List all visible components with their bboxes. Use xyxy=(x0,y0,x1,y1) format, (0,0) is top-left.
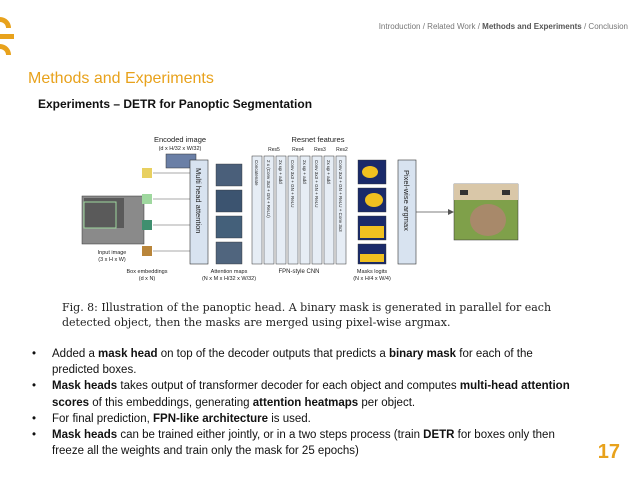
attention-maps-dims: (N x M x H/32 x W/32) xyxy=(201,276,257,282)
input-image-label: Input image xyxy=(97,250,127,256)
box-embeddings-label: Box embeddings xyxy=(126,269,168,275)
bullet-text: Added a xyxy=(52,348,99,360)
input-image-dims: (3 x H x W) xyxy=(98,257,126,263)
breadcrumb-conclusion[interactable]: Conclusion xyxy=(588,22,628,31)
bullet-text: takes output of transformer decoder for each object and computes xyxy=(117,380,460,393)
figure-caption: Fig. 8: Illustration of the panoptic head. A binary mask is generated in parallel for each detected object, then the masks are merged using pixel-wise argmax. xyxy=(62,301,552,329)
bullet-bold-text: Mask heads xyxy=(52,380,118,393)
attention-maps xyxy=(216,164,242,264)
upsample-2: 2x up + add xyxy=(302,160,307,184)
conv-block-1: 2 x (Conv 3x3 + GN + ReLU) xyxy=(266,160,271,218)
box-embeddings-dims: (d x N) xyxy=(138,276,156,282)
box-embedding-1 xyxy=(142,168,152,178)
upsample-1: 2x up + add xyxy=(278,160,283,184)
bullet-text: For final prediction, xyxy=(52,412,153,425)
box-embedding-2 xyxy=(142,194,152,204)
multi-head-attention-label: Multi head attention xyxy=(194,168,203,234)
res4-label: Res4 xyxy=(292,147,304,153)
encoded-image-dims: (d x H/32 x W/32) xyxy=(158,146,202,152)
bullet-text: can be trained either jointly, or in a two steps process (train xyxy=(117,429,424,442)
conv-block-3: Conv 3x3 + GN + ReLU xyxy=(314,160,319,208)
slide-subtitle: Experiments – DETR for Panoptic Segmentation xyxy=(38,97,313,111)
bullet-item xyxy=(30,346,570,378)
masks-logits-label: Masks logits xyxy=(356,269,388,275)
bullet-text: on top of the decoder outputs that predicts a xyxy=(157,348,389,360)
bullet-bold-text: Mask heads xyxy=(52,429,118,442)
breadcrumb-separator: / xyxy=(420,22,428,31)
breadcrumb xyxy=(379,22,628,31)
argmax-arrowhead xyxy=(448,209,454,215)
attention-maps-label: Attention maps xyxy=(210,269,248,275)
bullet-item xyxy=(30,378,570,410)
argmax-label: Pixel-wise argmax xyxy=(402,170,411,231)
mask-logits xyxy=(358,160,386,264)
upsample-3: 2x up + add xyxy=(326,160,331,184)
breadcrumb-related-work[interactable]: Related Work xyxy=(427,22,476,31)
conv-block-4: Conv 3x3 + GN + ReLU + Conv 3x3 xyxy=(338,160,343,232)
res3-label: Res3 xyxy=(314,147,326,153)
box-embedding-4 xyxy=(142,246,152,256)
res-labels xyxy=(268,147,348,153)
bullet-text: of this embeddings, generating xyxy=(89,396,253,409)
bullet-text: per object. xyxy=(358,396,416,409)
bullet-item xyxy=(30,427,570,459)
logo-icon xyxy=(0,14,26,62)
masks-logits-dims: (N x H/4 x W/4) xyxy=(353,276,391,282)
concatenate-label: Concatenate xyxy=(254,160,259,186)
bullet-bold-text: FPN-like architecture xyxy=(153,412,269,425)
embedding-arrows xyxy=(153,173,190,251)
bullet-bold-text: attention heatmaps xyxy=(252,396,359,409)
encoded-image-label: Encoded image xyxy=(153,135,207,144)
breadcrumb-separator: / xyxy=(581,22,589,31)
bullet-bold-text: binary mask xyxy=(388,348,457,360)
page-number: 17 xyxy=(597,441,620,463)
section-title: Methods and Experiments xyxy=(28,70,214,87)
bullet-text: for boxes only then freeze all the weights and train only the mask for 25 epochs) xyxy=(52,429,555,458)
breadcrumb-methods-experiments[interactable]: Methods and Experiments xyxy=(482,22,582,31)
bullet-bold-text: multi-head attention scores xyxy=(52,380,570,409)
breadcrumb-introduction[interactable]: Introduction xyxy=(378,22,421,31)
bullet-bold-text: mask head xyxy=(98,348,158,360)
resnet-features-label: Resnet features xyxy=(291,135,345,144)
breadcrumb-separator: / xyxy=(475,22,483,31)
conv-block-2: Conv 3x3 + GN + ReLU xyxy=(290,160,295,208)
fpn-label: FPN-style CNN xyxy=(278,269,320,275)
bullet-text: for each of the predicted boxes. xyxy=(52,348,533,377)
bullet-list xyxy=(30,346,570,459)
box-embedding-3 xyxy=(142,220,152,230)
bullet-text: is used. xyxy=(268,412,311,425)
bullet-bold-text: DETR xyxy=(423,429,455,442)
res2-label: Res2 xyxy=(336,147,348,153)
bullet-item xyxy=(30,411,570,427)
res5-label: Res5 xyxy=(268,147,280,153)
